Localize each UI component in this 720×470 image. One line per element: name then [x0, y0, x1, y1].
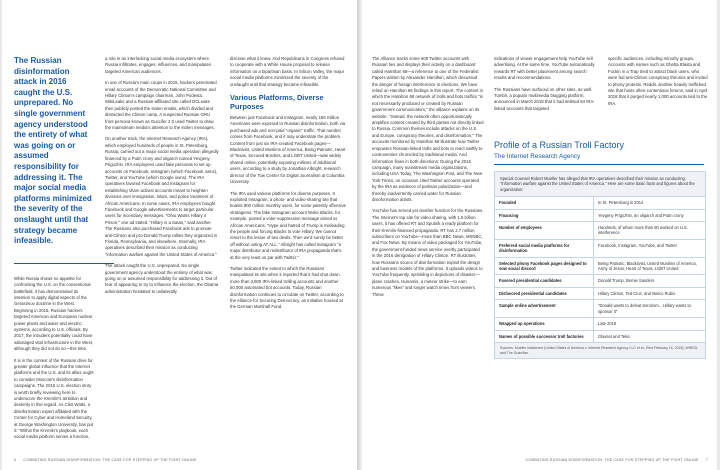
- footer-title: COMBATING RUSSIAN DISINFORMATION: THE CASE FOR STEPPING UP THE FIGHT ONLINE: [23, 458, 197, 462]
- paragraph: In one of Russia's main coups in 2016, hackers penetrated email accounts of the Democratic National Committee and Hillary Clinton's campaign chairman, John Podesta. WikiLeaks and a Russian-affiliated site called DCLeaks then publicly posted the stolen emails, which divided and distracted the Clinton camp. A suspected Russian GRU front persona known as Guccifer 2.0 used Twitter to draw the mainstream media's attention to the stolen messages.: [105, 80, 217, 131]
- profile-row: [495, 257, 705, 275]
- profile-row-value: Facebook, Instagram, YouTube, and Twitter: [593, 240, 705, 257]
- paragraph: The IRA used various platforms for diverse purposes. It exploited Instagram, a photo- and video-sharing site that boasts 800 million monthly users, for some patently offensive stratagems. The fake Instagram account Woke Blacks, for example, posted a voter-suppression message aimed at African Americans: "Hype and hatred of Trump is misleading the people and forcing Blacks to vote Hillary. We cannot resort to the lesser of two devils. Then we'd surely be better off without voting AT ALL." Albright has called Instagram "a major distributor and redistributor of IRA propaganda that's at the very least on par with Twitter.": [230, 190, 346, 260]
- profile-row-key: Wrapped up operations: [499, 321, 545, 327]
- profile-sources: Sources: Mueller indictment (United States of America v. Internet Research Agency LLC et al., filed February 16, 2018); WIRED; and The Guardian.: [495, 342, 705, 358]
- profile-row: [495, 299, 705, 317]
- right-column-2: [494, 56, 598, 117]
- paragraph: The Alliance tracks some 600 Twitter accounts with Russian ties and displays their activity on a dashboard called Hamilton 68—a reference to one of the Federalist Papers written by Alexander Hamilton, which discussed the danger of foreign interference in elections. We have relied on Hamilton 68 findings in this report. The content in which the Hamilton 68 network of trolls and bots traffics "is not necessarily produced or created by Russian government communicators," the alliance explains on its website. "Instead, the network often opportunistically amplifies content created by third parties not directly linked to Russia. Common themes include attacks on the U.S. and Europe, conspiracy theories, and disinformation." The accounts monitored by Hamilton 68 illustrate how Twitter empowers Russian-linked trolls and bots to react swiftly to controversies chronicled by traditional media. And information flows in both directions: During the 2016 campaign, many mainstream media organizations, including USA Today, The Washington Post, and The New York Times, on occasion cited Twitter accounts operated by the IRA as evidence of partisan polarization—and thereby inadvertently carried water for Russian disinformation artists.: [372, 56, 484, 202]
- profile-row-value: Glavset and Teka: [593, 331, 705, 342]
- profile-row: [495, 317, 705, 329]
- page-number: 7: [705, 458, 708, 462]
- profile-row: [495, 239, 705, 257]
- paragraph: The attack caught the U.S. unprepared. No single government agency understood the entirety of what was going on or assumed responsibility for addressing it. Out of fear of appearing to try to influence the election, the Obama administration hesitated to unilaterally: [105, 263, 219, 294]
- profile-table: [494, 171, 706, 359]
- section-heading: Various Platforms, Diverse Purposes: [230, 93, 324, 112]
- right-column-1: [372, 56, 484, 303]
- paragraph: indications of viewer engagement help YouTube sell advertising. At the same time, YouTube automatically rewards RT with better placement among search results and recommendations.: [494, 56, 595, 81]
- profile-row-value: Yevgeny Prigozhin, an oligarch and Putin crony: [593, 210, 705, 221]
- profile-row: [495, 330, 705, 342]
- paragraph: While Russia shows no appetite for confronting the U.S. on the conventional battlefield, it has demonstrated its intention to apply digital aspects of the Gerasimov doctrine in the West. Beginning in 2015, Russian hackers targeted American and European nuclear power plants and water and electric systems, according to U.S. officials. By 2017, the intruders potentially could have sabotaged vital infrastructure in the West, although they did not do so—this time.: [14, 275, 93, 352]
- profile-row-value: In St. Petersburg in 2014: [593, 197, 705, 208]
- profile-row: [495, 196, 705, 208]
- paragraph: disclose what it knew. And Republicans in Congress refused to cooperate with a White House proposal to release information on a bipartisan basis. In Silicon Valley, the major social media platforms minimized the severity of the onslaught until that strategy became infeasible.: [230, 56, 345, 87]
- paragraph: YouTube has served yet another function for the Russians. The Internet's top site for video sharing, with 1.5 billion users, it has offered RT and Sputnik a ready platform for their Kremlin-financed propaganda. RT has 2.7 million subscribers on YouTube—more than BBC News, MSNBC, and Fox News. By means of video packaged for YouTube, the government-funded news service overtly participated in the 2016 denigration of Hillary Clinton. RT illustrates how Russians source of disinformation exploit the design and business models of the platforms. It uploads videos to YouTube frequently, sprinkling in depictions of disaster—plane crashes, tsunamis, a meteor strike—to earn numerous "likes" and longer watch times from viewers. These: [372, 208, 484, 297]
- profile-row-key: Financing: [499, 212, 519, 218]
- profile-row-value: Late 2018: [593, 318, 705, 329]
- profile-row-value: Hillary Clinton, Ted Cruz, and Marco Rubio: [593, 288, 705, 299]
- left-column-2: [105, 56, 219, 300]
- profile-row: [495, 287, 705, 299]
- left-footer: [14, 458, 197, 462]
- paragraph: a role in an interlocking social media ecosystem where Russia infiltrates, engages, influences, and manipulates targeted American audiences.: [105, 56, 212, 74]
- profile-row: [495, 209, 705, 221]
- profile-row-value: "Donald wants to defeat terrorism... Hillary wants to sponsor it": [593, 300, 705, 317]
- profile-row-key: Disfavored presidential candidates: [499, 290, 567, 296]
- paragraph: On another track, the Internet Research Agency (IRA), which employed hundreds of people in St. Petersburg, Russia, carried out a major social media operation allegedly financed by a Putin crony and oligarch named Yevgeny Prigozhin. IRA employees used fake personas to set up accounts on Facebook, Instagram (which Facebook owns), Twitter, and YouTube (which Google owns). The IRA operatives favored Facebook and Instagram for establishing sham activist accounts meant to heighten divisions over immigration, Islam, and police treatment of African Americans. In some cases, IRA employees bought Facebook and Google advertisements to target particular users for incendiary messages. "Ohio Wants Hillary 4 Prison," one ad stated. "Hillary is a Satan," said another. The Russians also purchased Facebook ads to promote anti-Clinton and pro-Donald Trump rallies they organized in Florida, Pennsylvania, and elsewhere. Internally, IRA operatives described their mission as conducting "information warfare against the United States of America.": [105, 136, 219, 257]
- profile-row-key: Names of possible successor troll factories: [499, 333, 584, 339]
- profile-row-value: Donald Trump, Bernie Sanders: [593, 275, 705, 286]
- profile-row-key: Sample online advertisement: [499, 303, 556, 309]
- left-page: [2, 0, 357, 470]
- left-column-1: [14, 56, 94, 446]
- profile-rows: [495, 196, 705, 342]
- profile-row-key: Number of employees: [499, 225, 542, 231]
- right-footer: [372, 458, 708, 462]
- paragraph: Twitter indicated the extent to which the Russians manipulated its site when it reported that it had shut down more than 3,800 IRA-linked trolling accounts and another 50,000 automated bot accounts. Today, Russian disinformation continues to circulate on Twitter, according to the Alliance for Securing Democracy, an initiative housed at the German Marshall Fund.: [230, 265, 344, 310]
- footer-title: COMBATING RUSSIAN DISINFORMATION: THE CASE FOR STEPPING UP THE FIGHT ONLINE: [525, 458, 699, 462]
- profile-title: Profile of a Russian Troll Factory: [494, 140, 625, 150]
- paragraph: specific audiences, including minority groups. Accounts with names such as Ghetta Blasta and Fuckin in a Trap tried to attract black users, who were fed anti-Clinton conspiracy theories and invited to phony protests. Reddit, another heavily trafficked site that hosts often-contentious forums, said in April 2018 that it purged nearly 1,000 accounts tied to the IRA.: [608, 56, 708, 106]
- profile-row-key: Founded: [499, 200, 517, 206]
- right-column-3: [608, 56, 708, 112]
- paragraph: Between just Facebook and Instagram, nearly 150 million Americans were exposed to Russian disinformation, both via purchased ads and non-paid "organic" traffic. That number comes from Facebook, and it may understate the problem. Content from just six IRA-created Facebook pages—Blacktivist, United Muslims of America, Being Patriotic, Heart of Texas, Secured Borders, and LGBT United—was widely shared online, potentially exposing millions of additional users, according to a study by Jonathan Albright, research director of the Tow Center for Digital Journalism at Columbia University.: [230, 115, 346, 185]
- profile-rule: [494, 164, 704, 165]
- profile-row-key: Favored presidential candidates: [499, 278, 562, 284]
- profile-row: [495, 274, 705, 286]
- paragraph: It is in the context of the Russian drive for greater global influence that the Internet platforms and the U.S. and its allies ought to consider Moscow's disinformation campaigns. The 2016 U.S. election story is worth briefly reviewing here to underscore the Kremlin's ambition and dexterity in this regard. As Clint Watts, a disinformation expert affiliated with the Center for Cyber and Homeland Security, at George Washington University, has put it: "Within the Kremlin's playbook, each social media platform serves a function,: [14, 357, 94, 440]
- right-page: [362, 0, 717, 470]
- pull-quote: The Russian disinformation attack in 2016 caught the U.S. unprepared. No single government agency understood the entirety of what was going on or assumed responsibility for addressing it. The major social media platforms minimized the severity of the onslaught until that strategy became infeasible.: [14, 56, 92, 246]
- profile-row-value: Being Patriotic, Blacktivist, United Muslims of America, Army of Jesus, Heart of Texas, LGBT United: [593, 258, 705, 275]
- paragraph: The Russians have surfaced on other sites, as well. Tumblr, a popular multimedia blogging platform, announced in March 2018 that it had deleted 84 IRA-linked accounts that targeted: [494, 86, 595, 111]
- profile-row-key: Selected phony Facebook pages designed to sow social discord: [499, 260, 587, 272]
- left-column-3: [230, 56, 346, 316]
- page-number: 6: [14, 458, 17, 462]
- profile-row-value: Hundreds, of whom more than 80 worked on U.S. interference: [593, 222, 705, 239]
- profile-subtitle: The Internet Research Agency: [494, 153, 581, 160]
- profile-intro: Special Counsel Robert Mueller has alleged that IRA operatives described their mission as conducting "information warfare against the United States of America." Here are some basic facts and figures about the organization:: [500, 176, 695, 192]
- profile-row: [495, 221, 705, 239]
- profile-row-key: Preferred social media platforms for disinformation: [499, 242, 570, 254]
